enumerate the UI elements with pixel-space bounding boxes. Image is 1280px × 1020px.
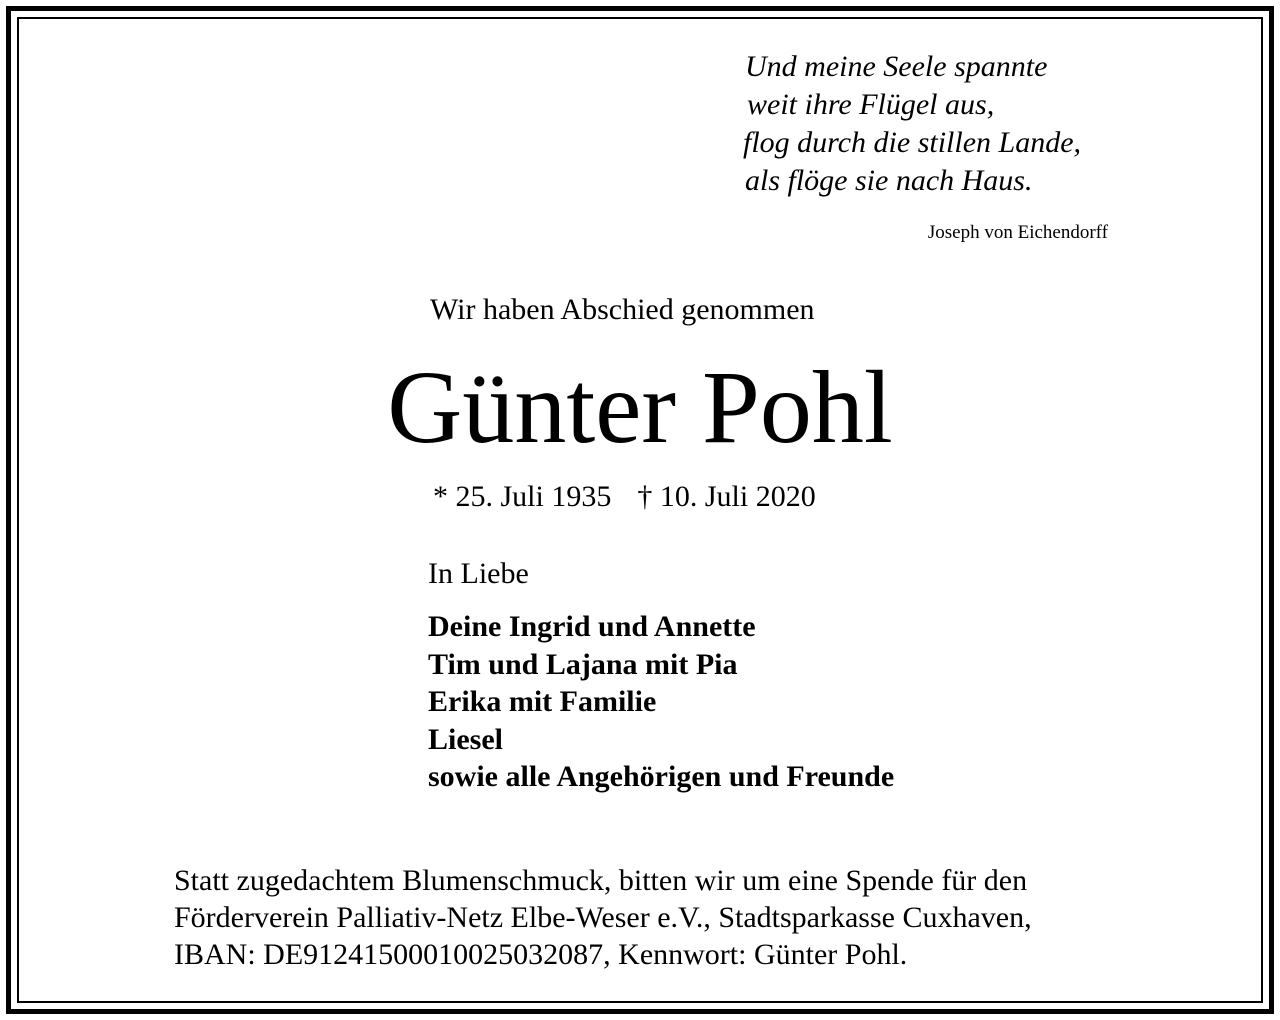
poem-line: flog durch die stillen Lande, xyxy=(743,126,1082,159)
deceased-name: Günter Pohl xyxy=(387,350,893,465)
poem-line: Und meine Seele spannte xyxy=(745,50,1048,83)
death-date: † 10. Juli 2020 xyxy=(637,480,816,513)
poem-author: Joseph von Eichendorff xyxy=(927,222,1108,243)
poem-line: weit ihre Flügel aus, xyxy=(747,88,995,121)
in-love-text: In Liebe xyxy=(428,557,529,590)
life-dates xyxy=(433,480,816,514)
mourner: Deine Ingrid und Annette xyxy=(428,610,756,643)
intro-text: Wir haben Abschied genommen xyxy=(430,293,815,326)
mourner: sowie alle Angehörigen und Freunde xyxy=(428,760,895,793)
mourner: Tim und Lajana mit Pia xyxy=(428,647,738,681)
mourner: Liesel xyxy=(428,722,503,756)
mourner: Erika mit Familie xyxy=(428,685,657,718)
birth-date: * 25. Juli 1935 xyxy=(433,480,612,513)
poem-line: als flöge sie nach Haus. xyxy=(745,164,1033,197)
donation-line: Förderverein Palliativ-Netz Elbe-Weser e.V., Stadtsparkasse Cuxhaven, xyxy=(174,901,1032,934)
donation-line: Statt zugedachtem Blumenschmuck, bitten wir um eine Spende für den xyxy=(174,864,1028,897)
mourners-list xyxy=(428,608,894,796)
donation-note xyxy=(174,862,1154,973)
poem xyxy=(745,48,1145,200)
donation-line: IBAN: DE91241500010025032087, Kennwort: Günter Pohl. xyxy=(174,938,908,971)
